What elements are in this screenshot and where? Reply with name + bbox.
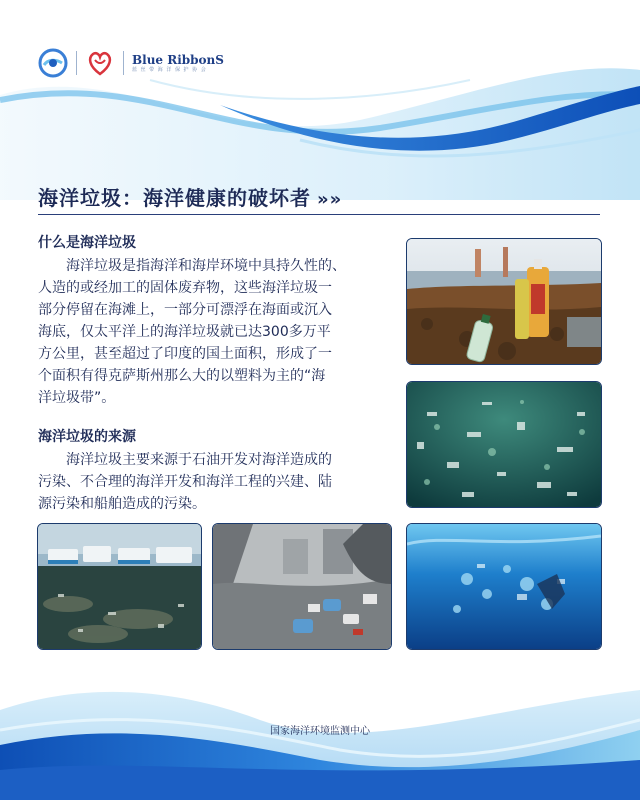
top-wave-decoration xyxy=(0,0,640,200)
footer-organization: 国家海洋环境监测中心 xyxy=(270,726,370,737)
paragraph-line: 污染、不合理的海洋开发和海洋工程的兴建、陆 xyxy=(38,474,332,490)
paragraph-line: 源污染和船舶造成的污染。 xyxy=(38,496,206,512)
page-title xyxy=(38,182,342,211)
header-logos xyxy=(38,48,224,78)
title-divider xyxy=(38,214,600,215)
paragraph-line: 海底，仅太平洋上的海洋垃圾就已达300多万平 xyxy=(38,324,331,340)
double-chevron-icon: »» xyxy=(317,189,343,210)
section-paragraph-what-is xyxy=(38,255,400,409)
harbor-boats-photo xyxy=(37,523,202,650)
paragraph-line: 方公里，甚至超过了印度的国土面积，形成了一 xyxy=(38,346,332,362)
brand-name: Blue RibbonS xyxy=(132,52,224,67)
paragraph-line: 海洋垃圾是指海洋和海岸环境中具持久性的、 xyxy=(38,258,346,274)
section-heading-sources: 海洋垃圾的来源 xyxy=(38,429,136,445)
section-heading-what-is: 什么是海洋垃圾 xyxy=(38,235,136,251)
ocean-center-logo-icon xyxy=(38,48,68,78)
section-paragraph-sources xyxy=(38,449,400,515)
brand-subtitle: 蓝 丝 带 海 洋 保 护 协 会 xyxy=(132,66,207,73)
brand-text xyxy=(132,54,224,73)
page-title-text: 海洋垃圾：海洋健康的破坏者 xyxy=(38,186,311,210)
paragraph-line: 洋垃圾带”。 xyxy=(38,390,116,406)
paragraph-line: 部分停留在海滩上，一部分可漂浮在海面或沉入 xyxy=(38,302,332,318)
floating-debris-photo xyxy=(406,381,602,508)
river-trash-photo xyxy=(212,523,392,650)
paragraph-line: 人造的或经加工的固体废弃物，这些海洋垃圾一 xyxy=(38,280,332,296)
logo-divider xyxy=(76,51,77,75)
heart-ribbon-logo-icon xyxy=(85,48,115,78)
paragraph-line: 海洋垃圾主要来源于石油开发对海洋造成的 xyxy=(38,452,332,468)
logo-divider-2 xyxy=(123,51,124,75)
paragraph-line: 个面积有得克萨斯州那么大的以塑料为主的“海 xyxy=(38,368,326,384)
underwater-debris-photo xyxy=(406,523,602,650)
beach-litter-photo xyxy=(406,238,602,365)
